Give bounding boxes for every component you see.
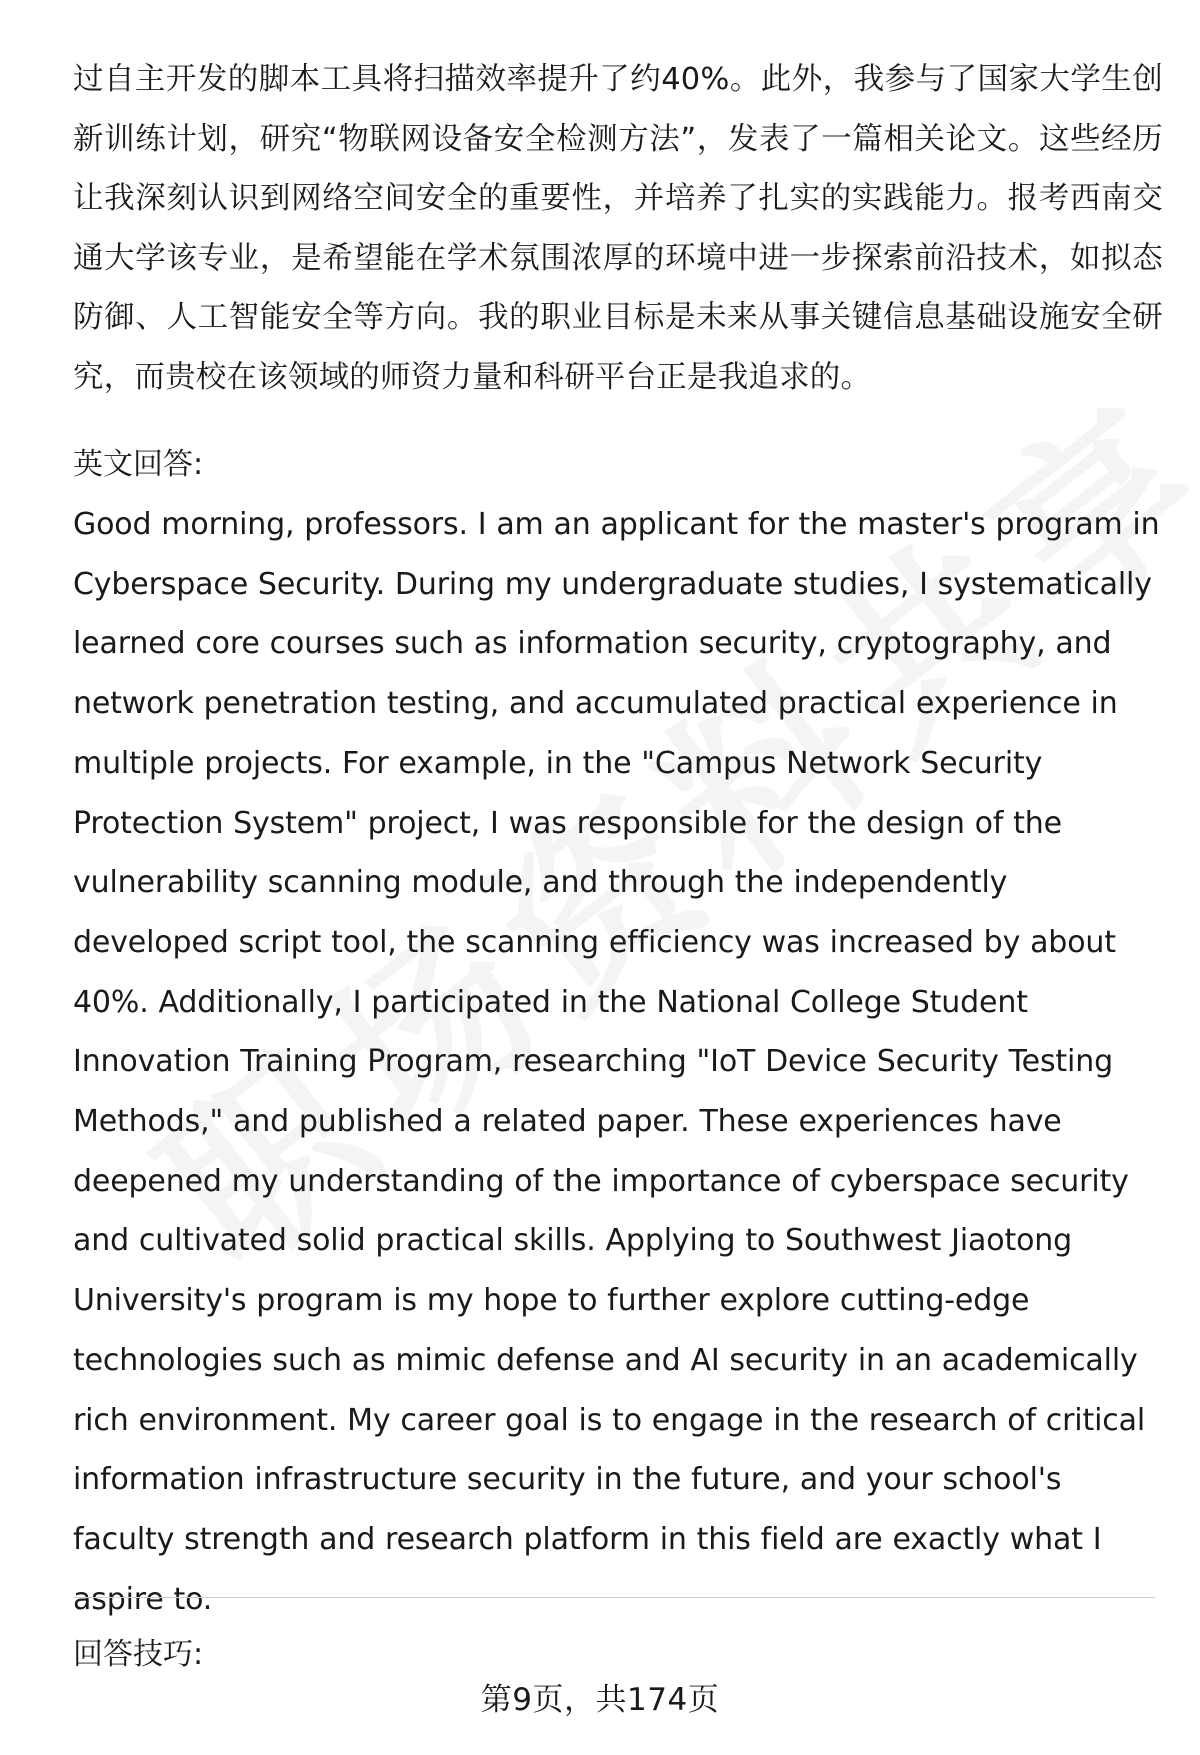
english-answer-paragraph: Good morning, professors. I am an applicant for the master's program in Cyberspace Security. During my undergraduate studies, I systematically learned core courses such as information security, cryptography, and network penetration testing, and accumulated practical experience in multiple projects. For example, in the "Campus Network Security Protection System" project, I was responsible for the design of the vulnerability scanning module, and through the independently developed script tool, the scanning efficiency was increased by about 40%. Additionally, I participated in the National College Student Innovation Training Program, researching "IoT Device Security Testing Methods," and published a related paper. These experiences have deepened my understanding of the importance of cyberspace security and cultivated solid practical skills. Applying to Southwest Jiaotong University's program is my hope to further explore cutting-edge technologies such as mimic defense and AI security in an academically rich environment. My career goal is to engage in the research of critical information infrastructure security in the future, and your school's faculty strength and research platform in this field are exactly what I aspire to.	[73, 507, 1160, 1617]
answer-tips-label: 回答技巧:	[73, 1637, 204, 1672]
english-answer-label: 英文回答:	[73, 447, 204, 482]
section-divider	[73, 1597, 1155, 1598]
document-body	[73, 50, 1163, 1629]
chinese-answer-paragraph: 过自主开发的脚本工具将扫描效率提升了约40%。此外，我参与了国家大学生创新训练计划，研究“物联网设备安全检测方法”，发表了一篇相关论文。这些经历让我深刻认识到网络空间安全的重要性，并培养了扎实的实践能力。报考西南交通大学该专业，是希望能在学术氛围浓厚的环境中进一步探索前沿技术，如拟态防御、人工智能安全等方向。我的职业目标是未来从事关键信息基础设施安全研究，而贵校在该领域的师资力量和科研平台正是我追求的。	[73, 62, 1163, 395]
page-number-footer: 第9页，共174页	[480, 1682, 720, 1718]
